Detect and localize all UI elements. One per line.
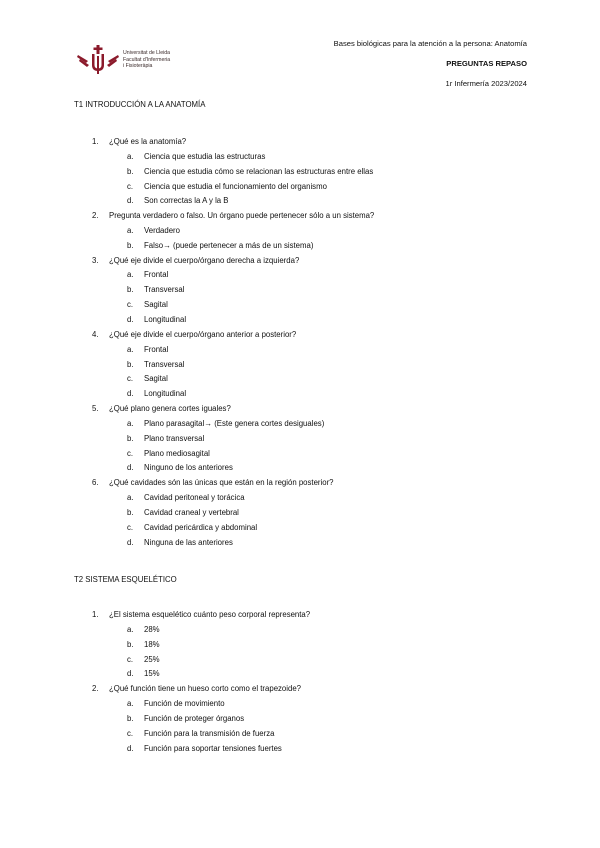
option-letter: b.: [127, 508, 134, 517]
option-text: Falso→ (puede pertenecer a más de un sistema): [144, 241, 314, 250]
question-text: ¿Qué cavidades són las únicas que están en la región posterior?: [109, 478, 334, 487]
option-letter: b.: [127, 360, 134, 369]
option-text: Función para la transmisión de fuerza: [144, 729, 275, 738]
option-letter: b.: [127, 640, 134, 649]
question-number: 6.: [92, 478, 99, 487]
option-letter: a.: [127, 419, 134, 428]
question-number: 1.: [92, 137, 99, 146]
university-logo: [76, 43, 186, 77]
option-letter: d.: [127, 463, 134, 472]
option-letter: d.: [127, 538, 134, 547]
section-title: T1 INTRODUCCIÓN A LA ANATOMÍA: [74, 100, 206, 109]
question: [92, 404, 231, 413]
option-letter: c.: [127, 729, 134, 738]
answer-option: [127, 744, 282, 753]
question-text: ¿Qué función tiene un hueso corto como el trapezoide?: [109, 684, 302, 693]
question: [92, 610, 310, 619]
option-text: Plano mediosagital: [144, 449, 210, 458]
option-letter: c.: [127, 182, 134, 191]
question-number: 1.: [92, 610, 99, 619]
question-number: 2.: [92, 684, 99, 693]
option-text: 15%: [144, 669, 160, 678]
option-text: Función de movimiento: [144, 699, 225, 708]
option-text: Cavidad craneal y vertebral: [144, 508, 239, 517]
question-text: ¿Qué plano genera cortes iguales?: [109, 404, 231, 413]
answer-option: [127, 241, 313, 250]
answer-option: [127, 389, 186, 398]
option-text: Sagital: [144, 300, 168, 309]
question-text: ¿Qué eje divide el cuerpo/órgano derecha a izquierda?: [109, 256, 300, 265]
option-text: Longitudinal: [144, 315, 187, 324]
question: [92, 478, 334, 487]
option-text: Son correctas la A y la B: [144, 196, 229, 205]
option-letter: b.: [127, 167, 134, 176]
option-text: Sagital: [144, 374, 168, 383]
logo-line: Universitat de Lleida: [123, 50, 171, 56]
answer-option: [127, 374, 168, 383]
answer-option: [127, 315, 186, 324]
option-letter: a.: [127, 345, 134, 354]
question-number: 2.: [92, 211, 99, 220]
option-letter: a.: [127, 625, 134, 634]
answer-option: [127, 285, 184, 294]
option-letter: a.: [127, 152, 134, 161]
document-title: Bases biológicas para la atención a la persona: Anatomía: [333, 39, 527, 48]
question: [92, 684, 301, 693]
option-text: Longitudinal: [144, 389, 187, 398]
option-text: Cavidad pericárdica y abdominal: [144, 523, 258, 532]
option-text: 28%: [144, 625, 160, 634]
answer-option: [127, 655, 160, 664]
answer-option: [127, 152, 265, 161]
option-text: Transversal: [144, 285, 185, 294]
answer-option: [127, 419, 324, 428]
option-letter: b.: [127, 434, 134, 443]
option-text: Ciencia que estudia las estructuras: [144, 152, 266, 161]
option-letter: d.: [127, 315, 134, 324]
option-letter: c.: [127, 523, 134, 532]
option-letter: b.: [127, 285, 134, 294]
answer-option: [127, 640, 160, 649]
option-text: Ciencia que estudia cómo se relacionan las estructuras entre ellas: [144, 167, 374, 176]
answer-option: [127, 167, 373, 176]
option-letter: d.: [127, 196, 134, 205]
answer-option: [127, 270, 168, 279]
option-text: 25%: [144, 655, 160, 664]
answer-option: [127, 196, 229, 205]
option-text: Transversal: [144, 360, 185, 369]
option-text: Ninguna de las anteriores: [144, 538, 233, 547]
option-letter: c.: [127, 449, 134, 458]
option-letter: c.: [127, 655, 134, 664]
question: [92, 211, 374, 220]
answer-option: [127, 493, 245, 502]
question-number: 5.: [92, 404, 99, 413]
question: [92, 256, 299, 265]
answer-option: [127, 300, 168, 309]
option-letter: b.: [127, 241, 134, 250]
answer-option: [127, 226, 180, 235]
answer-option: [127, 449, 210, 458]
answer-option: [127, 538, 233, 547]
answer-option: [127, 182, 327, 191]
question-text: Pregunta verdadero o falso. Un órgano puede pertenecer sólo a un sistema?: [109, 211, 375, 220]
option-text: Cavidad peritoneal y torácica: [144, 493, 245, 502]
question-number: 4.: [92, 330, 99, 339]
answer-option: [127, 714, 244, 723]
answer-option: [127, 463, 233, 472]
logo-text: [123, 50, 170, 70]
option-text: Ciencia que estudia el funcionamiento del organismo: [144, 182, 327, 191]
answer-option: [127, 699, 225, 708]
answer-option: [127, 360, 184, 369]
question-text: ¿Qué eje divide el cuerpo/órgano anterior a posterior?: [109, 330, 297, 339]
option-text: Función de proteger órganos: [144, 714, 245, 723]
document-subtitle: PREGUNTAS REPASO: [446, 59, 527, 68]
option-text: Frontal: [144, 345, 169, 354]
option-letter: d.: [127, 389, 134, 398]
question-number: 3.: [92, 256, 99, 265]
option-letter: a.: [127, 699, 134, 708]
option-letter: c.: [127, 300, 134, 309]
option-letter: a.: [127, 270, 134, 279]
option-text: Plano parasagital→ (Este genera cortes desiguales): [144, 419, 325, 428]
option-text: Verdadero: [144, 226, 180, 235]
logo-line: i Fisioteràpia: [123, 63, 153, 70]
option-text: Plano transversal: [144, 434, 205, 443]
answer-option: [127, 729, 274, 738]
answer-option: [127, 508, 239, 517]
question: [92, 330, 296, 339]
option-letter: b.: [127, 714, 134, 723]
option-text: Ninguno de los anteriores: [144, 463, 233, 472]
option-letter: d.: [127, 669, 134, 678]
option-letter: a.: [127, 493, 134, 502]
option-text: 18%: [144, 640, 160, 649]
question-text: ¿Qué es la anatomía?: [109, 137, 187, 146]
answer-option: [127, 434, 204, 443]
question: [92, 137, 186, 146]
logo-line: Facultat d'Infermeria: [123, 56, 171, 63]
question-text: ¿El sistema esquelético cuánto peso corporal representa?: [109, 610, 311, 619]
answer-option: [127, 669, 160, 678]
option-letter: d.: [127, 744, 134, 753]
course-label: 1r Infermería 2023/2024: [445, 79, 527, 88]
option-letter: a.: [127, 226, 134, 235]
section-title: T2 SISTEMA ESQUELÉTICO: [74, 575, 177, 584]
answer-option: [127, 345, 168, 354]
answer-option: [127, 523, 257, 532]
option-letter: c.: [127, 374, 134, 383]
answer-option: [127, 625, 160, 634]
option-text: Frontal: [144, 270, 169, 279]
university-emblem-icon: [76, 43, 122, 77]
option-text: Función para soportar tensiones fuertes: [144, 744, 282, 753]
